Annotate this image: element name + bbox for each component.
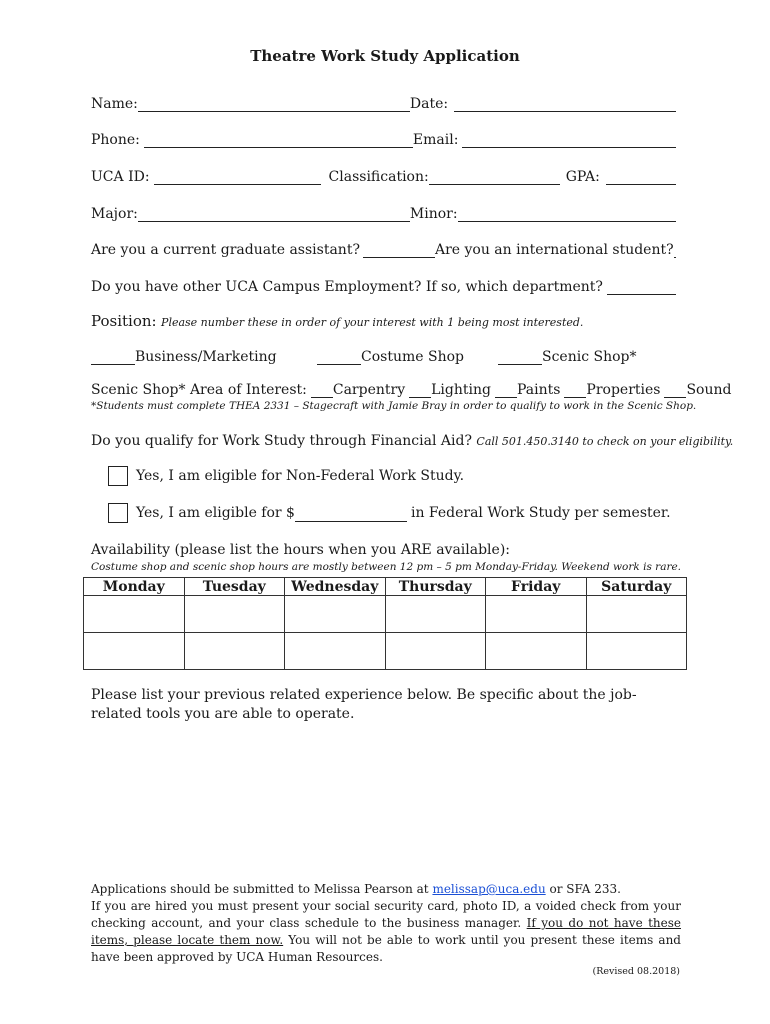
business-rank-field[interactable]	[91, 348, 135, 365]
submit-prefix: Applications should be submitted to Melissa Pearson at	[91, 882, 429, 896]
properties-label: Properties	[586, 382, 661, 398]
non-federal-checkbox[interactable]	[108, 466, 128, 486]
graduate-assistant-label: Are you a current graduate assistant?	[91, 242, 360, 258]
scenic-label: Scenic Shop*	[542, 349, 637, 365]
position-option-business	[91, 348, 277, 365]
table-row	[84, 596, 687, 633]
work-study-note: Call 501.450.3140 to check on your eligibility.	[476, 435, 734, 448]
availability-cell[interactable]	[586, 633, 687, 670]
scenic-note: *Students must complete THEA 2331 – Stagecraft with Jamie Bray in order to qualify to work in the Scenic Shop.	[91, 400, 697, 412]
email-field[interactable]	[462, 131, 676, 148]
scenic-area-row	[91, 381, 731, 398]
availability-cell[interactable]	[285, 596, 386, 633]
name-label: Name:	[91, 96, 138, 112]
carpentry-label: Carpentry	[332, 382, 406, 398]
campus-employment-field[interactable]	[607, 278, 676, 295]
submit-suffix: or SFA 233.	[549, 882, 621, 896]
availability-note: Costume shop and scenic shop hours are mostly between 12 pm – 5 pm Monday-Friday. Weekend work is rare.	[91, 561, 682, 573]
day-thursday: Thursday	[385, 578, 486, 596]
availability-cell[interactable]	[385, 633, 486, 670]
major-minor-row	[91, 202, 676, 222]
closing-text: You will not be able to work until you present these items and have been approved by UCA Human Resources.	[91, 933, 681, 964]
work-study-question-row	[91, 433, 733, 449]
sound-label: Sound	[686, 382, 732, 398]
federal-checkbox[interactable]	[108, 503, 128, 523]
campus-employment-row	[91, 275, 676, 295]
day-friday: Friday	[486, 578, 587, 596]
lighting-field[interactable]	[409, 381, 431, 398]
international-student-field[interactable]	[674, 241, 676, 258]
day-saturday: Saturday	[586, 578, 687, 596]
classification-field[interactable]	[429, 168, 560, 185]
date-field[interactable]	[454, 95, 676, 112]
availability-cell[interactable]	[385, 596, 486, 633]
position-label: Position:	[91, 312, 157, 330]
position-option-scenic	[498, 348, 637, 365]
minor-label: Minor:	[409, 206, 458, 222]
scenic-area-label: Scenic Shop* Area of Interest:	[91, 382, 307, 398]
non-federal-label: Yes, I am eligible for Non-Federal Work Study.	[136, 468, 465, 484]
revised-date: (Revised 08.2018)	[592, 966, 680, 977]
hired-paragraph	[91, 898, 681, 966]
costume-label: Costume Shop	[361, 349, 464, 365]
availability-cell[interactable]	[285, 633, 386, 670]
availability-table	[83, 577, 687, 670]
position-heading	[91, 312, 583, 330]
federal-label-suffix: in Federal Work Study per semester.	[410, 505, 671, 521]
ga-international-row	[91, 238, 676, 258]
table-row	[84, 633, 687, 670]
day-monday: Monday	[84, 578, 185, 596]
international-student-label: Are you an international student?	[434, 242, 674, 258]
submit-line	[91, 881, 681, 898]
email-label: Email:	[412, 132, 459, 148]
day-wednesday: Wednesday	[285, 578, 386, 596]
lighting-label: Lighting	[431, 382, 491, 398]
day-tuesday: Tuesday	[184, 578, 285, 596]
phone-email-row	[91, 128, 676, 148]
work-study-question: Do you qualify for Work Study through Financial Aid?	[91, 433, 472, 449]
position-option-costume	[317, 348, 464, 365]
name-field[interactable]	[138, 95, 410, 112]
federal-label-prefix: Yes, I am eligible for $	[136, 505, 295, 521]
availability-cell[interactable]	[486, 633, 587, 670]
business-label: Business/Marketing	[135, 349, 277, 365]
scenic-rank-field[interactable]	[498, 348, 542, 365]
paints-field[interactable]	[495, 381, 517, 398]
uca-id-field[interactable]	[154, 168, 321, 185]
graduate-assistant-field[interactable]	[363, 241, 435, 258]
uca-id-label: UCA ID:	[91, 169, 150, 185]
federal-amount-field[interactable]	[295, 505, 407, 522]
contact-email-link[interactable]: melissap@uca.edu	[432, 882, 546, 896]
name-date-row	[91, 92, 676, 112]
availability-header-row	[84, 578, 687, 596]
gpa-field[interactable]	[606, 168, 676, 185]
footer-block	[91, 881, 681, 966]
federal-option	[108, 503, 671, 523]
availability-cell[interactable]	[84, 596, 185, 633]
availability-cell[interactable]	[486, 596, 587, 633]
sound-field[interactable]	[664, 381, 686, 398]
non-federal-option	[108, 466, 464, 486]
gpa-label: GPA:	[565, 169, 600, 185]
id-class-gpa-row	[91, 165, 676, 185]
major-label: Major:	[91, 206, 138, 222]
availability-label: Availability (please list the hours when you ARE available):	[91, 542, 511, 558]
paints-label: Paints	[516, 382, 561, 398]
costume-rank-field[interactable]	[317, 348, 361, 365]
classification-label: Classification:	[328, 169, 429, 185]
locate-items-text: If you do not have these items, please locate them now.	[91, 916, 681, 947]
phone-field[interactable]	[144, 131, 413, 148]
page-title: Theatre Work Study Application	[250, 47, 520, 65]
availability-cell[interactable]	[586, 596, 687, 633]
date-label: Date:	[409, 96, 449, 112]
properties-field[interactable]	[564, 381, 586, 398]
major-field[interactable]	[138, 205, 410, 222]
carpentry-field[interactable]	[311, 381, 333, 398]
experience-prompt: Please list your previous related experience below. Be specific about the job-related tools you are able to operate.	[91, 687, 637, 722]
position-note: Please number these in order of your interest with 1 being most interested.	[161, 316, 584, 329]
campus-employment-label: Do you have other UCA Campus Employment? If so, which department?	[91, 279, 603, 295]
availability-cell[interactable]	[184, 633, 285, 670]
minor-field[interactable]	[458, 205, 676, 222]
hired-text: If you are hired you must present your social security card, photo ID, a voided check from your checking account, and your class schedule to the business manager.	[91, 899, 681, 930]
phone-label: Phone:	[91, 132, 140, 148]
availability-cell[interactable]	[84, 633, 185, 670]
availability-cell[interactable]	[184, 596, 285, 633]
